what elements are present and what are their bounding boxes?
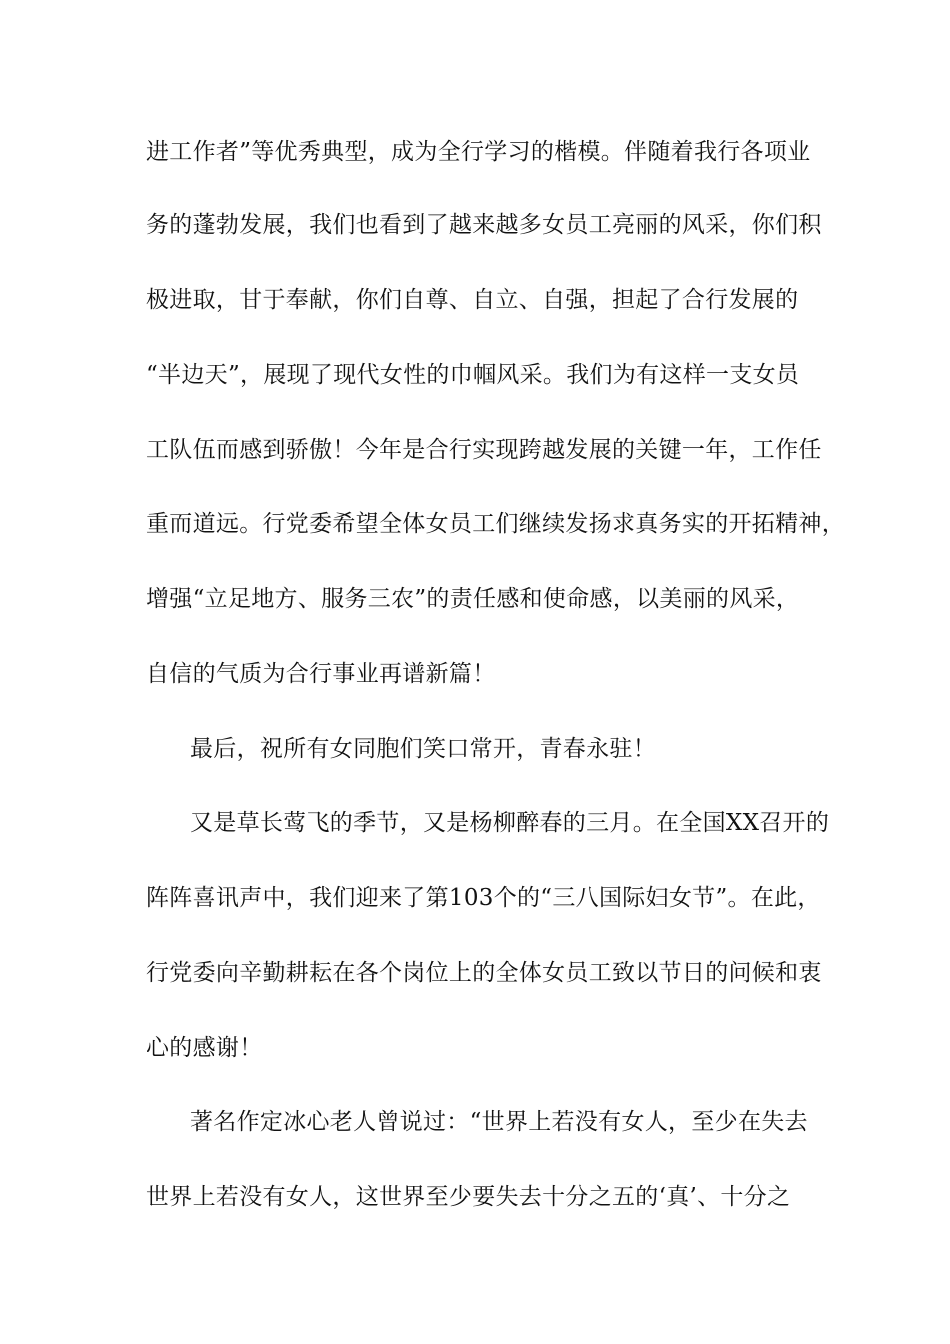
paragraph-line: “半边天”，展现了现代女性的巾帼风采。我们为有这样一支女员 [146, 362, 800, 388]
paragraph-line: 重而道远。行党委希望全体女员工们继续发扬求真务实的开拓精神， [146, 511, 845, 537]
paragraph-line: 进工作者”等优秀典型，成为全行学习的楷模。伴随着我行各项业 [146, 139, 811, 165]
paragraph-line: 增强“立足地方、服务三农”的责任感和使命感，以美丽的风采， [146, 586, 800, 612]
paragraph-line: 又是草长莺飞的季节，又是杨柳醉春的三月。在全国XX召开的 [190, 810, 830, 836]
paragraph-line: 工队伍而感到骄傲！今年是合行实现跨越发展的关键一年，工作任 [146, 437, 822, 463]
paragraph-line: 世界上若没有女人，这世界至少要失去十分之五的‘真’、十分之 [146, 1184, 791, 1210]
paragraph-line: 心的感谢！ [146, 1035, 263, 1061]
paragraph-line: 务的蓬勃发展，我们也看到了越来越多女员工亮丽的风采，你们积 [146, 212, 822, 238]
paragraph-line: 极进取，甘于奉献，你们自尊、自立、自强，担起了合行发展的 [146, 287, 799, 313]
paragraph-line: 著名作定冰心老人曾说过：“世界上若没有女人，至少在失去 [190, 1109, 808, 1135]
paragraph-line: 自信的气质为合行事业再谱新篇！ [146, 661, 496, 687]
paragraph-line: 最后，祝所有女同胞们笑口常开，青春永驻！ [190, 736, 656, 762]
paragraph-line: 行党委向辛勤耕耘在各个岗位上的全体女员工致以节日的问候和衷 [146, 960, 822, 986]
paragraph-line: 阵阵喜讯声中，我们迎来了第103个的“三八国际妇女节”。在此， [146, 885, 821, 911]
